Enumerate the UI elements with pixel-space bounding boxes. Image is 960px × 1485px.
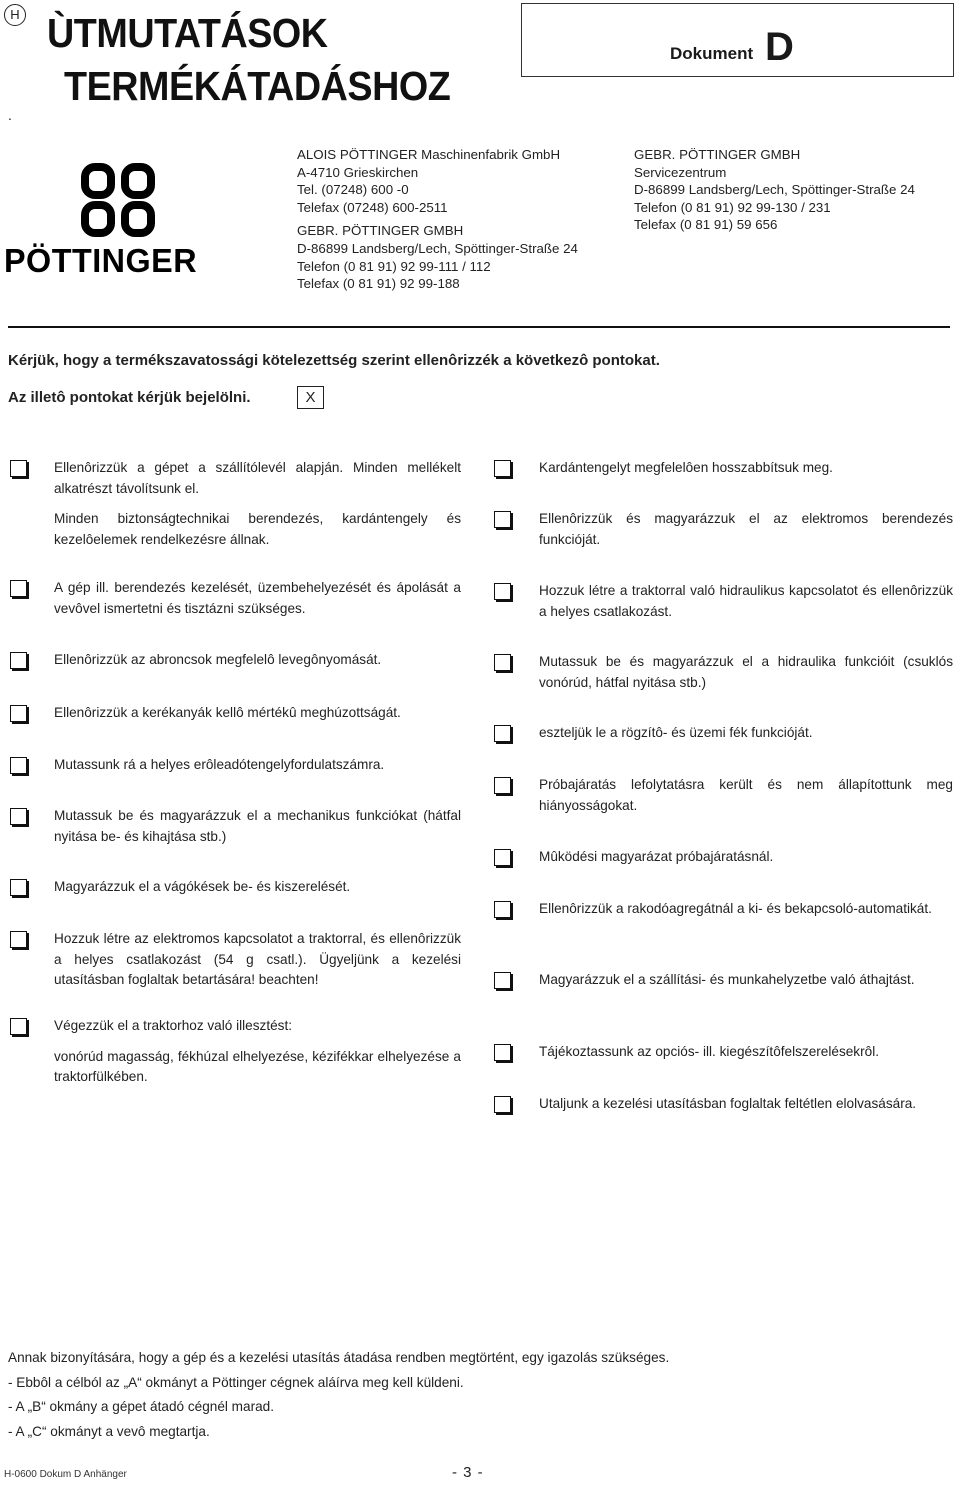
address-line: GEBR. PÖTTINGER GMBH: [634, 147, 801, 162]
checkbox[interactable]: [10, 460, 27, 477]
address-line: Telefax (0 81 91) 59 656: [634, 217, 778, 233]
address-block-left: [297, 146, 578, 293]
checklist-item-text: [539, 775, 953, 816]
checkbox[interactable]: [494, 725, 511, 742]
checklist-item-paragraph: Magyarázzuk el a szállítási- és munkahelyzetbe való áthajtást.: [539, 972, 915, 987]
checklist-item-text: [539, 1042, 953, 1063]
checkbox[interactable]: [494, 1044, 511, 1061]
checklist-item-paragraph: A gép ill. berendezés kezelését, üzembehelyezését és ápolását a vevôvel ismertetni és tisztázni szükséges.: [54, 580, 461, 616]
checklist-item-paragraph: Végezzük el a traktorhoz való illesztést:: [54, 1018, 293, 1033]
checklist-item-text: [539, 1094, 953, 1115]
checkbox[interactable]: [10, 705, 27, 722]
checklist-item-paragraph: Mûködési magyarázat próbajáratásnál.: [539, 849, 774, 864]
checklist-item-text: [54, 1016, 461, 1088]
page-number: - 3 -: [452, 1464, 484, 1481]
checkbox[interactable]: [494, 901, 511, 918]
checklist-item-text: [54, 755, 461, 776]
poettinger-logo-wordmark: PÖTTINGER: [4, 242, 198, 279]
stray-dot: .: [8, 107, 12, 123]
checklist-item-paragraph: Magyarázzuk el a vágókések be- és kiszerelését.: [54, 879, 351, 894]
address-line: GEBR. PÖTTINGER GMBH: [297, 223, 464, 239]
checklist-item-paragraph: eszteljük le a rögzítô- és üzemi fék funkcióját.: [539, 725, 813, 740]
checklist-item-paragraph: Kardántengelyt megfelelôen hosszabbítsuk meg.: [539, 460, 833, 475]
address-line: Tel. (07248) 600 -0: [297, 182, 409, 198]
checkbox[interactable]: [10, 652, 27, 669]
address-line: Telefon (0 81 91) 92 99-111 / 112: [297, 258, 491, 274]
address-line: D-86899 Landsberg/Lech, Spöttinger-Straße 24: [634, 182, 915, 198]
document-letter: D: [765, 25, 794, 69]
checklist-item-paragraph: vonórúd magasság, fékhúzal elhelyezése, kézifékkar elhelyezése a traktorfülkében.: [54, 1048, 461, 1084]
checklist-item-text: [539, 581, 953, 622]
footer-point: - Ebbôl a célból az „A“ okmányt a Pöttinger cégnek aláírva meg kell küldeni.: [8, 1375, 464, 1390]
checklist-item-text: [539, 970, 953, 991]
example-checkmark-box: X: [297, 386, 324, 409]
page-title-line-1: ÙTMUTATÁSOK: [47, 10, 328, 56]
checklist-item-text: [54, 806, 461, 847]
poettinger-logo-icon: [79, 162, 157, 238]
footer-point: - A „B“ okmány a gépet átadó cégnél marad.: [8, 1399, 274, 1414]
document-label: Dokument: [670, 44, 754, 63]
checkbox[interactable]: [494, 972, 511, 989]
checklist-item-paragraph: Ellenôrizzük a rakodóagregátnál a ki- és bekapcsoló-automatikát.: [539, 901, 932, 916]
document-code: H-0600 Dokum D Anhänger: [4, 1469, 127, 1480]
checklist-item-paragraph: Ellenôrizzük a kerékanyák kellô mértékû meghúzottságát.: [54, 705, 401, 720]
checklist-item-paragraph: Hozzuk létre az elektromos kapcsolatot a traktorral, és ellenôrizzük a helyes csatlakozást (54 g csatl.). Ügyeljünk a kezelési utasításban foglaltak betartására! beachten!: [54, 931, 461, 987]
checklist-item-text: [539, 847, 953, 868]
checklist-item-text: [539, 458, 953, 479]
checkbox[interactable]: [10, 808, 27, 825]
address-line: Telefon (0 81 91) 92 99-130 / 231: [634, 199, 831, 215]
checklist-item-text: [54, 703, 461, 724]
instruction-text: Kérjük, hogy a termékszavatossági kötelezettség szerint ellenôrizzék a következô pontokat.: [8, 352, 660, 369]
checklist-item-text: [539, 899, 953, 920]
address-line: Telefax (07248) 600-2511: [297, 199, 448, 215]
checkbox[interactable]: [10, 1018, 27, 1035]
checklist-item-paragraph: Mutassuk be és magyarázzuk el a mechanikus funkciókat (hátfal nyitása be- és kihajtása stb.): [54, 808, 461, 844]
checklist-item-paragraph: Mutassuk be és magyarázzuk el a hidraulika funkcióit (csuklós vonórúd, hátfal nyitása stb.): [539, 654, 953, 690]
checkbox[interactable]: [494, 654, 511, 671]
checklist-item-text: [54, 578, 461, 619]
checkbox[interactable]: [10, 580, 27, 597]
checklist-item-paragraph: Hozzuk létre a traktorral való hidraulikus kapcsolatot és ellenôrizzük a helyes csatlakozást.: [539, 583, 953, 619]
checklist-item-text: [539, 723, 953, 744]
checkbox[interactable]: [494, 1096, 511, 1113]
checklist-item-paragraph: Minden biztonságtechnikai berendezés, kardántengely és kezelôelemek rendelkezésre állnak.: [54, 511, 461, 547]
checklist-item-text: [54, 929, 461, 991]
checklist-item-text: [54, 458, 461, 550]
document-box: [521, 3, 954, 77]
address-line: A-4710 Grieskirchen: [297, 164, 419, 180]
checkbox[interactable]: [494, 777, 511, 794]
address-line: Servicezentrum: [634, 164, 727, 180]
checklist-item-paragraph: Ellenôrizzük a gépet a szállítólevél alapján. Minden mellékelt alkatrészt távolítsunk el.: [54, 460, 461, 496]
checkbox[interactable]: [494, 460, 511, 477]
checklist-item-paragraph: Ellenôrizzük az abroncsok megfelelô levegônyomását.: [54, 652, 382, 667]
checklist-item-text: [539, 652, 953, 693]
checklist-item-text: [54, 650, 461, 671]
header-divider: [8, 326, 950, 328]
checkbox[interactable]: [494, 511, 511, 528]
checklist-item-paragraph: Ellenôrizzük és magyarázzuk el az elektromos berendezés funkcióját.: [539, 511, 953, 547]
language-badge: H: [4, 4, 26, 26]
checklist-item-text: [539, 509, 953, 550]
checkbox[interactable]: [10, 879, 27, 896]
page-title-line-2: TERMÉKÁTADÁSHOZ: [64, 63, 451, 109]
address-line: ALOIS PÖTTINGER Maschinenfabrik GmbH: [297, 147, 561, 162]
checkbox[interactable]: [10, 931, 27, 948]
checklist-item-paragraph: Utaljunk a kezelési utasításban foglaltak feltétlen elolvasására.: [539, 1096, 917, 1111]
address-line: D-86899 Landsberg/Lech, Spöttinger-Straße 24: [297, 240, 578, 256]
checklist-item-paragraph: Tájékoztassunk az opciós- ill. kiegészítôfelszerelésekrôl.: [539, 1044, 879, 1059]
address-block-right: [634, 146, 915, 234]
footer-statement: Annak bizonyítására, hogy a gép és a kezelési utasítás átadása rendben megtörtént, egy igazolás szükséges.: [8, 1350, 670, 1365]
checkbox[interactable]: [494, 583, 511, 600]
checkbox[interactable]: [494, 849, 511, 866]
checklist-item-text: [54, 877, 461, 898]
instruction-mark-text: Az illetô pontokat kérjük bejelölni.: [8, 389, 251, 406]
address-line: Telefax (0 81 91) 92 99-188: [297, 276, 460, 292]
checklist-item-paragraph: Próbajáratás lefolytatásra került és nem állapítottunk meg hiányosságokat.: [539, 777, 953, 813]
checkbox[interactable]: [10, 757, 27, 774]
checklist-item-paragraph: Mutassunk rá a helyes erôleadótengelyfordulatszámra.: [54, 757, 385, 772]
footer-point: - A „C“ okmányt a vevô megtartja.: [8, 1424, 210, 1439]
